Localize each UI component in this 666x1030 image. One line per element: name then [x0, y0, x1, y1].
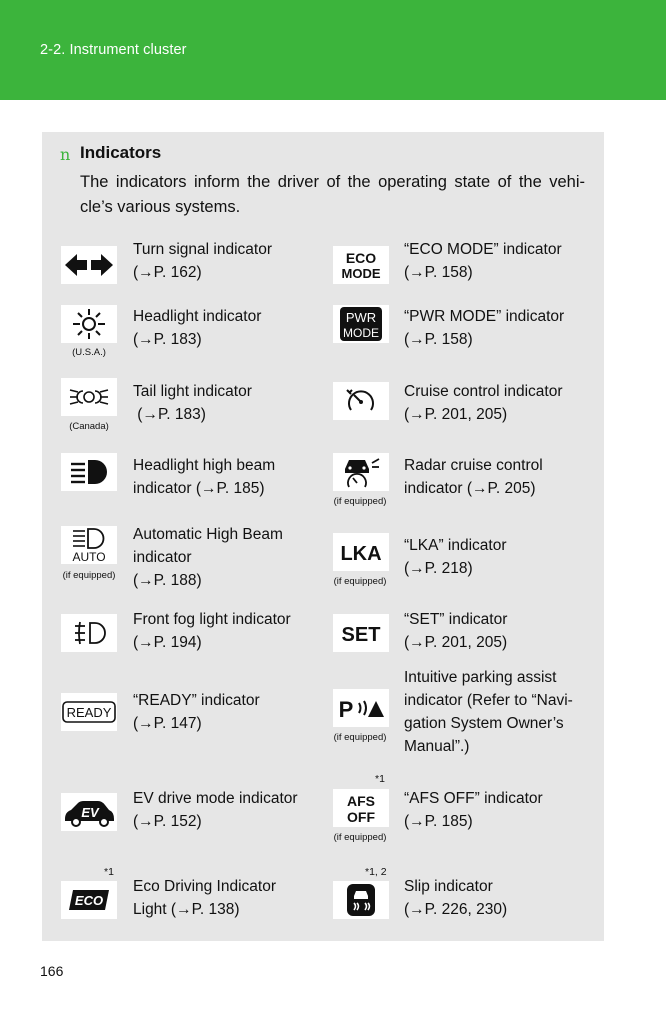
- pwr-mode-icon: [333, 305, 389, 343]
- indicators-intro: The indicators inform the driver of the operating state of the vehi-cle’s various systems.: [80, 173, 585, 216]
- eco-driving-icon: [61, 881, 117, 919]
- auto-high-beam-text: Automatic High Beam indicator (→P. 188): [133, 526, 283, 589]
- parking-assist-text: Intuitive parking assist indicator (Refer to “Navi- gation System Owner’s Manual”.): [404, 669, 573, 755]
- headlight-icon: [61, 305, 117, 343]
- eco-driving-icon-text: ECO: [74, 893, 104, 908]
- ready-icon-text: READY: [66, 705, 112, 720]
- radar-cruise-control-icon: [333, 453, 389, 491]
- auto-icon-text: AUTO: [72, 550, 106, 563]
- afs-off-footnote: *1: [375, 773, 385, 785]
- cruise-control-icon: [333, 382, 389, 420]
- lka-icon-text: LKA: [340, 543, 382, 565]
- pwr-mode-icon-text-1: PWR: [345, 310, 377, 325]
- front-fog-light-text: Front fog light indicator (→P. 194): [133, 611, 291, 651]
- ready-text: “READY” indicator (→P. 147): [133, 692, 260, 732]
- afs-icon-text-1: AFS: [347, 793, 375, 809]
- eco-mode-icon: [333, 246, 389, 284]
- front-fog-light-icon: [61, 614, 117, 652]
- headlight-caption: (U.S.A.): [72, 347, 106, 358]
- radar-cruise-caption: (if equipped): [333, 496, 387, 507]
- pwr-mode-icon-text-2: MODE: [343, 326, 379, 340]
- slip-text: Slip indicator (→P. 226, 230): [404, 878, 508, 918]
- slip-indicator-icon: [333, 881, 389, 919]
- auto-high-beam-icon: [61, 526, 117, 564]
- cruise-control-text: Cruise control indicator (→P. 201, 205): [404, 383, 563, 423]
- ev-drive-mode-icon: [61, 793, 117, 831]
- tail-light-icon: [61, 378, 117, 416]
- turn-signal-icon: [61, 246, 117, 284]
- section-title: 2-2. Instrument cluster: [40, 42, 187, 58]
- set-icon: [333, 614, 389, 652]
- eco-mode-icon-text-2: MODE: [341, 266, 381, 281]
- eco-mode-text: “ECO MODE” indicator (→P. 158): [404, 241, 562, 281]
- set-text: “SET” indicator (→P. 201, 205): [404, 611, 508, 651]
- parking-assist-icon: [333, 689, 389, 727]
- lka-caption: (if equipped): [333, 576, 387, 587]
- high-beam-text: Headlight high beam indicator (→P. 185): [133, 457, 276, 497]
- turn-signal-text: Turn signal indicator (→P. 162): [133, 241, 272, 281]
- pwr-mode-text: “PWR MODE” indicator (→P. 158): [404, 308, 565, 348]
- auto-high-beam-caption: (if equipped): [62, 570, 116, 581]
- tail-light-caption: (Canada): [69, 421, 109, 432]
- afs-icon-text-2: OFF: [347, 809, 375, 825]
- eco-mode-icon-text-1: ECO: [345, 250, 377, 266]
- radar-cruise-control-text: Radar cruise control indicator (→P. 205): [404, 457, 543, 497]
- afs-off-caption: (if equipped): [333, 832, 387, 843]
- parking-assist-caption: (if equipped): [333, 732, 387, 743]
- tail-light-text: Tail light indicator (→P. 183): [133, 383, 252, 423]
- lka-text: “LKA” indicator (→P. 218): [404, 537, 507, 577]
- indicators-heading: Indicators: [80, 143, 162, 162]
- bullet-marker: n: [60, 145, 71, 164]
- high-beam-icon: [61, 453, 117, 491]
- afs-off-text: “AFS OFF” indicator (→P. 185): [404, 790, 543, 830]
- parking-icon-text: P: [338, 697, 354, 722]
- page-number: 166: [40, 963, 64, 979]
- ev-icon-text: EV: [81, 805, 99, 820]
- ready-icon: [61, 693, 117, 731]
- eco-driving-text: Eco Driving Indicator Light (→P. 138): [133, 878, 277, 918]
- eco-driving-footnote: *1: [104, 866, 114, 878]
- ev-drive-mode-text: EV drive mode indicator (→P. 152): [133, 790, 298, 830]
- set-icon-text: SET: [341, 624, 381, 646]
- lka-icon: [333, 533, 389, 571]
- afs-off-icon: [333, 789, 389, 827]
- slip-footnote: *1, 2: [365, 866, 387, 878]
- headlight-text: Headlight indicator (→P. 183): [133, 308, 262, 348]
- section-header-bar: [0, 0, 666, 100]
